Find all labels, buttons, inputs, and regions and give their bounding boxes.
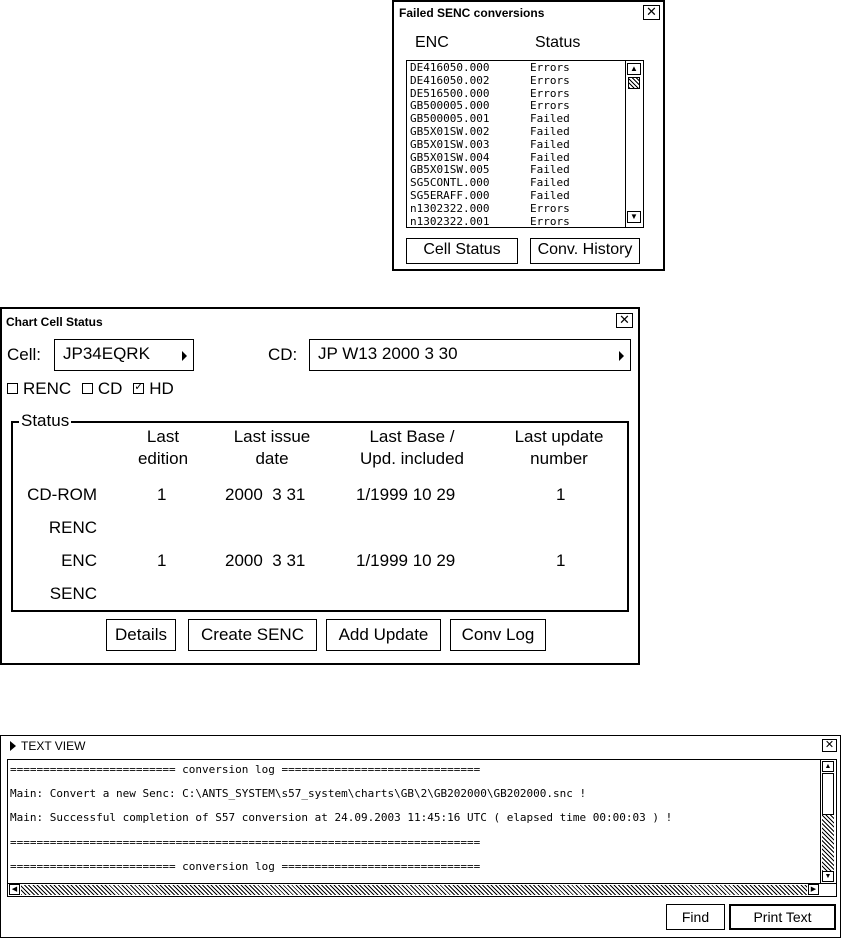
list-item[interactable] [407, 216, 625, 228]
checkbox-checked-icon [133, 383, 144, 394]
list-item[interactable] [407, 139, 625, 152]
conv-history-button[interactable]: Conv. History [530, 238, 640, 264]
enc-name: GB5X01SW.004 [410, 150, 490, 164]
create-senc-button[interactable]: Create SENC [188, 619, 317, 651]
conv-log-button[interactable]: Conv Log [450, 619, 546, 651]
scroll-down-icon[interactable]: ▼ [822, 871, 834, 882]
scroll-track[interactable] [822, 815, 834, 871]
failed-senc-title: Failed SENC conversions [399, 6, 545, 20]
header-last-edition [123, 426, 203, 470]
header-last-update [497, 426, 621, 470]
enc-name: GB5X01SW.002 [410, 124, 490, 138]
checkbox-icon [82, 383, 93, 394]
source-checkboxes [7, 379, 174, 399]
col-header-enc: ENC [415, 34, 449, 51]
text-view-title: TEXT VIEW [21, 739, 86, 753]
conversion-status: Errors [530, 73, 570, 87]
enc-base: 1/1999 10 29 [356, 551, 456, 570]
conversion-status: Failed [530, 112, 570, 126]
checkbox-cd[interactable] [82, 379, 123, 398]
conversion-status: Failed [530, 176, 570, 190]
checkbox-renc-label: RENC [23, 379, 72, 398]
enc-name: DE516500.000 [410, 86, 490, 100]
enc-name: n1302322.001 [410, 214, 490, 228]
cd-value: JP W13 2000 3 30 [318, 344, 458, 363]
header-text: Last issue [233, 427, 311, 446]
row-label-cdrom: CD-ROM [27, 485, 97, 504]
vertical-scrollbar[interactable] [820, 760, 836, 884]
conversion-status: Errors [530, 99, 570, 113]
senc-list-rows [407, 62, 625, 228]
header-text: date [255, 449, 289, 468]
conversion-status: Errors [530, 214, 570, 228]
header-last-base [343, 426, 481, 470]
checkbox-hd-label: HD [149, 379, 174, 398]
checkbox-renc[interactable] [7, 379, 71, 398]
checkbox-icon [7, 383, 18, 394]
log-content [8, 760, 820, 882]
chart-cell-status-title: Chart Cell Status [6, 315, 103, 329]
cdrom-issue-date: 2000 3 31 [225, 485, 306, 504]
header-text: Last Base / [369, 427, 455, 446]
row-label-enc: ENC [61, 551, 97, 570]
cell-status-button[interactable]: Cell Status [406, 238, 518, 264]
enc-name: GB500005.001 [410, 112, 490, 126]
scroll-down-icon[interactable]: ▼ [627, 211, 641, 223]
enc-name: GB5X01SW.005 [410, 163, 490, 177]
horizontal-scrollbar[interactable] [8, 883, 836, 896]
list-item[interactable] [407, 190, 625, 203]
cdrom-base: 1/1999 10 29 [356, 485, 456, 504]
scroll-up-icon[interactable]: ▲ [822, 761, 834, 772]
scroll-left-icon[interactable]: ◀ [9, 884, 20, 895]
log-line: ========================= conversion log ============================== [10, 763, 481, 776]
conversion-status: Errors [530, 61, 570, 74]
enc-name: DE416050.002 [410, 73, 490, 87]
log-line: ========================= conversion log ============================== [10, 860, 481, 873]
list-item[interactable] [407, 126, 625, 139]
h-scroll-track[interactable] [21, 885, 807, 895]
add-update-button[interactable]: Add Update [326, 619, 441, 651]
header-text: Last update [514, 427, 604, 446]
failed-senc-list[interactable] [406, 60, 644, 228]
log-line: Main: Convert a new Senc: C:\ANTS_SYSTEM\s57_system\charts\GB\2\GB202000\GB202000.snc ! [10, 787, 587, 800]
details-button[interactable]: Details [106, 619, 176, 651]
cd-label: CD: [268, 345, 298, 364]
enc-edition: 1 [157, 551, 167, 570]
conversion-status: Failed [530, 150, 570, 164]
checkbox-hd[interactable] [133, 379, 174, 398]
enc-name: GB5X01SW.003 [410, 137, 490, 151]
log-text-area[interactable] [7, 759, 837, 897]
status-group-label: Status [21, 411, 70, 430]
conversion-status: Failed [530, 137, 570, 151]
list-item[interactable] [407, 203, 625, 216]
enc-name: n1302322.000 [410, 201, 490, 215]
header-text: number [530, 449, 588, 468]
enc-name: SG5CONTL.000 [410, 176, 490, 190]
conversion-status: Failed [530, 124, 570, 138]
conversion-status: Failed [530, 188, 570, 202]
print-text-button[interactable]: Print Text [729, 904, 836, 930]
close-icon[interactable]: ✕ [643, 5, 660, 20]
cell-select[interactable] [54, 339, 194, 371]
failed-senc-window [392, 0, 665, 271]
close-icon[interactable]: ✕ [616, 313, 633, 328]
cdrom-edition: 1 [157, 485, 167, 504]
text-view-titlebar [1, 736, 840, 756]
cd-select[interactable] [309, 339, 631, 371]
conversion-status: Errors [530, 201, 570, 215]
enc-name: DE416050.000 [410, 61, 490, 74]
list-scrollbar[interactable] [625, 61, 643, 227]
checkbox-cd-label: CD [97, 379, 123, 398]
scroll-right-icon[interactable]: ▶ [808, 884, 819, 895]
enc-update: 1 [556, 551, 566, 570]
find-button[interactable]: Find [666, 904, 725, 930]
scroll-up-icon[interactable]: ▲ [627, 63, 641, 75]
status-group [11, 411, 629, 612]
cell-label: Cell: [7, 345, 42, 364]
cell-value: JP34EQRK [63, 344, 150, 363]
cdrom-update: 1 [556, 485, 566, 504]
conversion-status: Errors [530, 86, 570, 100]
col-header-status: Status [535, 34, 581, 51]
enc-name: SG5ERAFF.000 [410, 188, 490, 202]
chevron-right-icon [182, 351, 187, 361]
triangle-right-icon[interactable] [10, 741, 16, 751]
header-text: Upd. included [360, 449, 464, 468]
row-label-renc: RENC [48, 518, 97, 537]
text-view-window [0, 735, 841, 938]
row-label-senc: SENC [49, 584, 97, 603]
scroll-thumb[interactable] [822, 773, 834, 815]
header-text: Last [146, 427, 180, 446]
log-line: Main: Successful completion of S57 conversion at 24.09.2003 11:45:16 UTC ( elapsed time 00:00:03 ) ! [10, 811, 673, 824]
header-text: edition [137, 449, 189, 468]
log-line: ======================================================================= [10, 836, 481, 849]
chart-cell-status-window [0, 307, 640, 665]
chevron-right-icon [619, 351, 624, 361]
conversion-status: Failed [530, 163, 570, 177]
header-last-issue-date [217, 426, 327, 470]
enc-name: GB500005.000 [410, 99, 490, 113]
close-icon[interactable]: ✕ [822, 739, 837, 752]
scroll-thumb[interactable] [628, 77, 640, 89]
list-item[interactable] [407, 75, 625, 88]
enc-issue-date: 2000 3 31 [225, 551, 306, 570]
list-item[interactable] [407, 62, 625, 75]
